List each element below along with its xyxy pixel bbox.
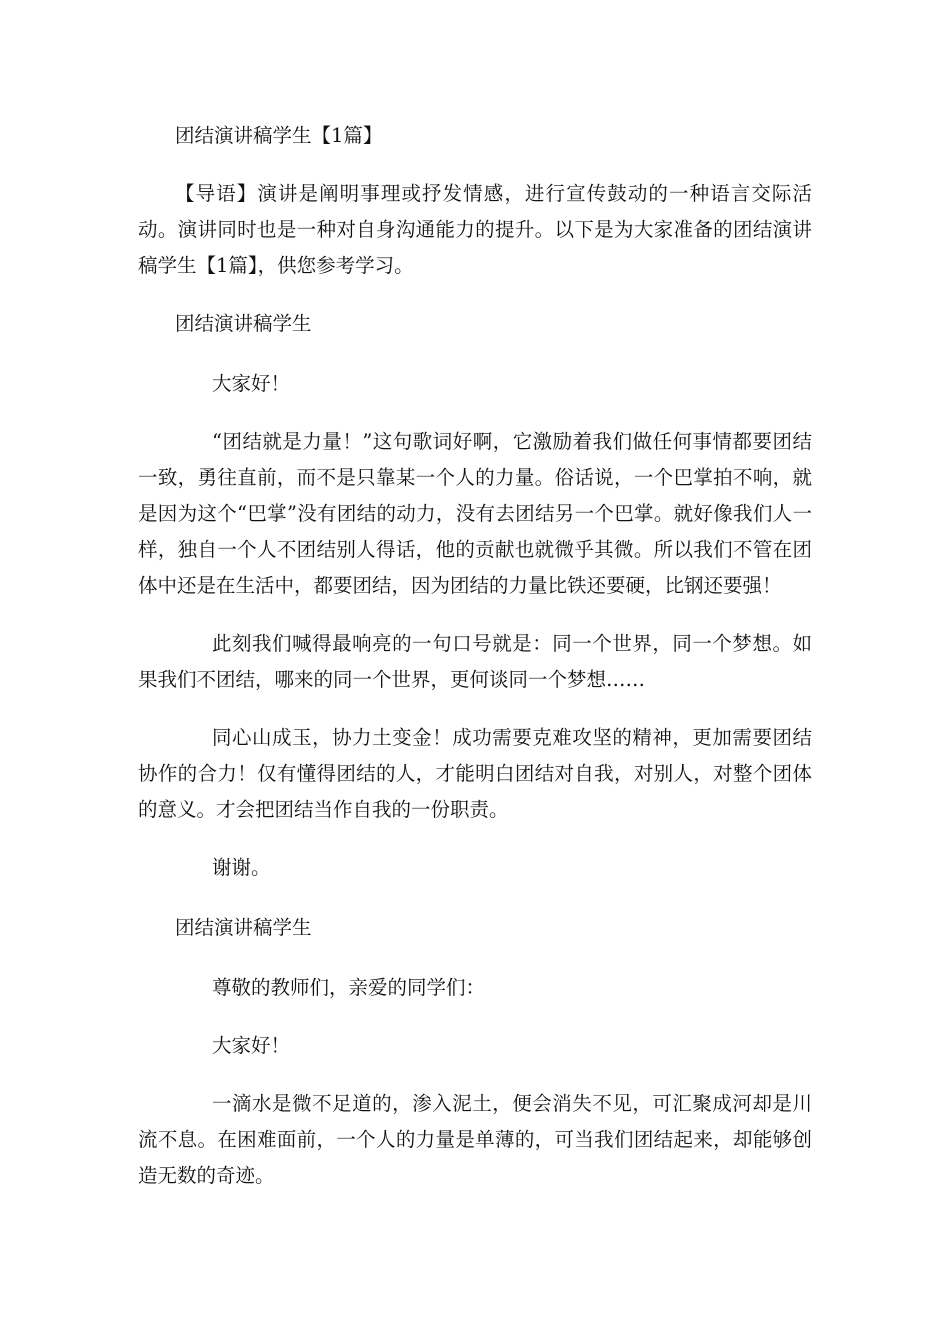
- speech1-heading: 团结演讲稿学生: [175, 312, 312, 335]
- speech1-greeting: 大家好！: [212, 372, 291, 395]
- speech2-heading: 团结演讲稿学生: [175, 916, 312, 939]
- speech1-paragraph-3: 同心山成玉，协力土变金！成功需要克难攻坚的精神，更加需要团结协作的合力！仅有懂得团结的人，才能明白团结对自我，对别人，对整个团体的意义。才会把团结当作自我的一份职责。: [138, 726, 812, 821]
- speech1-paragraph-2: 此刻我们喊得最响亮的一句口号就是：同一个世界，同一个梦想。如果我们不团结，哪来的同一个世界，更何谈同一个梦想……: [138, 632, 812, 691]
- speech1-paragraph-1: “团结就是力量！”这句歌词好啊，它激励着我们做任何事情都要团结一致，勇往直前，而不是只靠某一个人的力量。俗话说，一个巴掌拍不响，就是因为这个“巴掌”没有团结的动力，没有去团结另一个巴掌。就好像我们人一样，独自一个人不团结别人得话，他的贡献也就微乎其微。所以我们不管在团体中还是在生活中，都要团结，因为团结的力量比铁还要硬，比钢还要强！: [138, 430, 812, 597]
- document-title: 团结演讲稿学生【1篇】: [175, 124, 383, 147]
- speech2-greeting: 大家好！: [212, 1034, 291, 1057]
- speech2-salutation: 尊敬的教师们，亲爱的同学们：: [212, 976, 486, 999]
- speech1-closing: 谢谢。: [212, 856, 271, 879]
- document-page: [138, 118, 812, 1194]
- intro-paragraph: 【导语】演讲是阐明事理或抒发情感，进行宣传鼓动的一种语言交际活动。演讲同时也是一种对自身沟通能力的提升。以下是为大家准备的团结演讲稿学生【1篇】，供您参考学习。: [138, 182, 812, 277]
- speech2-paragraph-1: 一滴水是微不足道的，渗入泥土，便会消失不见，可汇聚成河却是川流不息。在困难面前，一个人的力量是单薄的，可当我们团结起来，却能够创造无数的奇迹。: [138, 1092, 812, 1187]
